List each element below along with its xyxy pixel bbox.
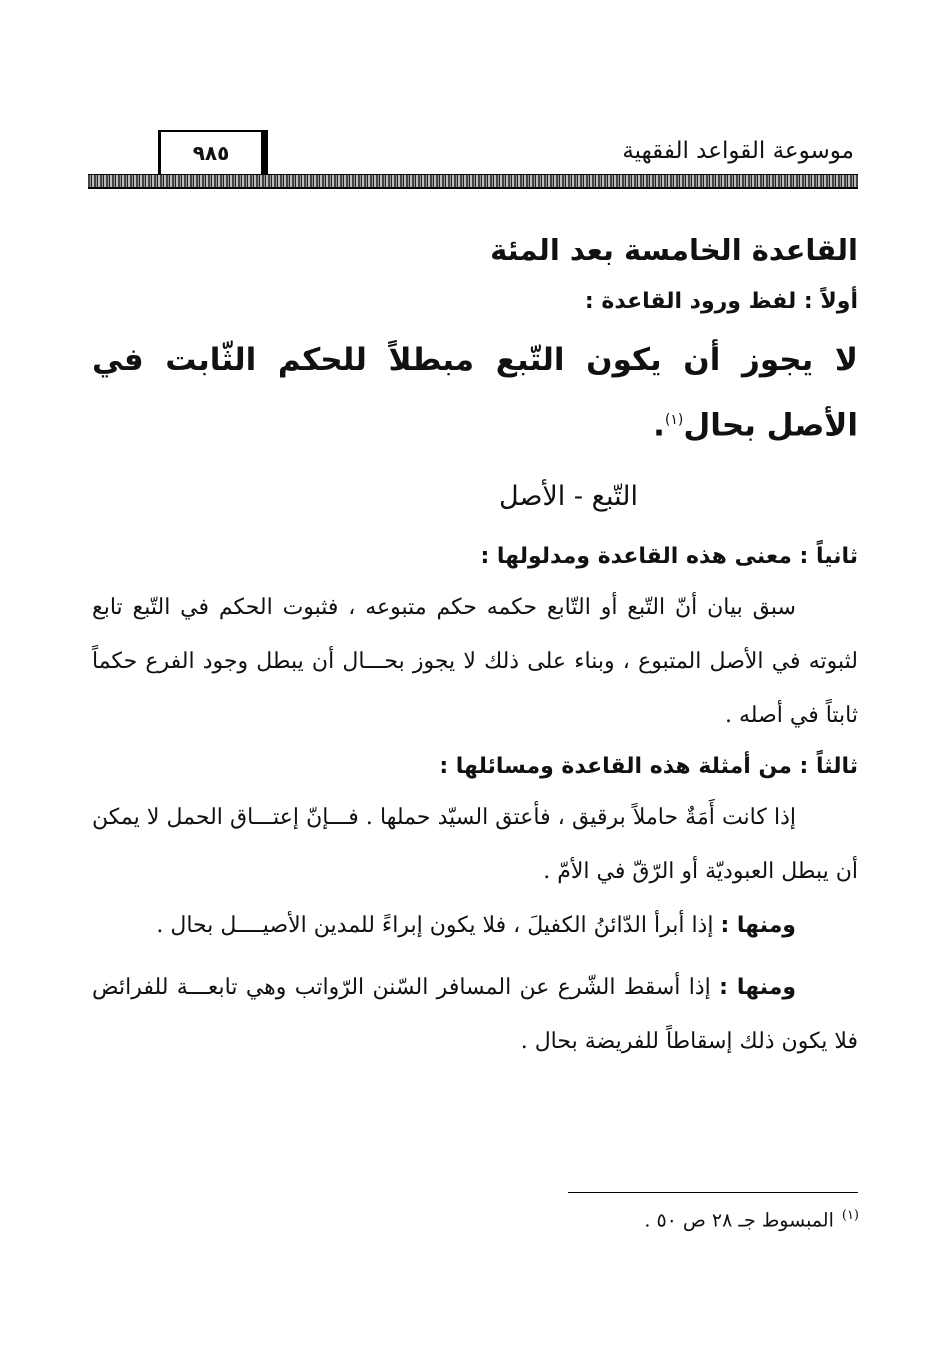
section-title-meaning: ثانياً : معنى هذه القاعدة ومدلولها : bbox=[480, 544, 858, 570]
main-content bbox=[92, 222, 858, 1069]
example-2-text: إذا أبرأ الدّائنُ الكفيلَ ، فلا يكون إبراءً للمدين الأصيــــل بحال . bbox=[156, 913, 714, 939]
page-number: ٩٨٥ bbox=[158, 130, 268, 176]
book-title: موسوعة القواعد الفقهية bbox=[622, 138, 854, 164]
section-title-examples: ثالثاً : من أمثلة هذه القاعدة ومسائلها : bbox=[439, 754, 858, 780]
rule-statement bbox=[92, 330, 858, 455]
footnote-marker: (١) bbox=[841, 1208, 859, 1223]
example-paragraph-1: إذا كانت أَمَةٌ حاملاً برقيق ، فأعتق السيّد حملها . فـــإنّ إعتـــاق الحمل لا يمكن أن يبطل العبوديّة أو الرّقّ في الأمّ . bbox=[92, 805, 858, 885]
example-3-lead: ومنها : bbox=[719, 975, 796, 1001]
rule-statement-end: . bbox=[653, 407, 665, 444]
footnote-1 bbox=[644, 1208, 859, 1231]
section-title-wording: أولاً : لفظ ورود القاعدة : bbox=[584, 289, 858, 314]
rule-keywords: التّبع - الأصل bbox=[499, 481, 638, 513]
rule-heading: القاعدة الخامسة بعد المئة bbox=[490, 233, 858, 267]
example-paragraph-2 bbox=[92, 899, 858, 953]
page-header bbox=[88, 130, 858, 190]
footnote-reference: (١) bbox=[664, 412, 684, 428]
example-paragraph-3 bbox=[92, 961, 858, 1069]
example-2-lead: ومنها : bbox=[720, 913, 796, 939]
header-rule bbox=[88, 174, 858, 189]
spacer bbox=[92, 953, 858, 961]
meaning-paragraph: سبق بيان أنّ التّبع أو التّابع حكمه حكم متبوعه ، فثبوت الحكم في التّبع تابع لثبوته في الأصل المتبوع ، وبناء على ذلك لا يجوز بحـــال أن يبطل وجود الفرع حكماً ثابتاً في أصله . bbox=[92, 595, 858, 729]
footnote-text: المبسوط جـ ٢٨ ص ٥٠ . bbox=[644, 1209, 834, 1232]
footnote-separator bbox=[568, 1192, 858, 1193]
example-3-text: إذا أسقط الشّرع عن المسافر السّنن الرّواتب وهي تابعـــة للفرائض فلا يكون ذلك إسقاطاً للفريضة بحال . bbox=[92, 975, 858, 1055]
rule-statement-text: لا يجوز أن يكون التّبع مبطلاً للحكم الثّابت في الأصل بحال bbox=[92, 342, 858, 444]
